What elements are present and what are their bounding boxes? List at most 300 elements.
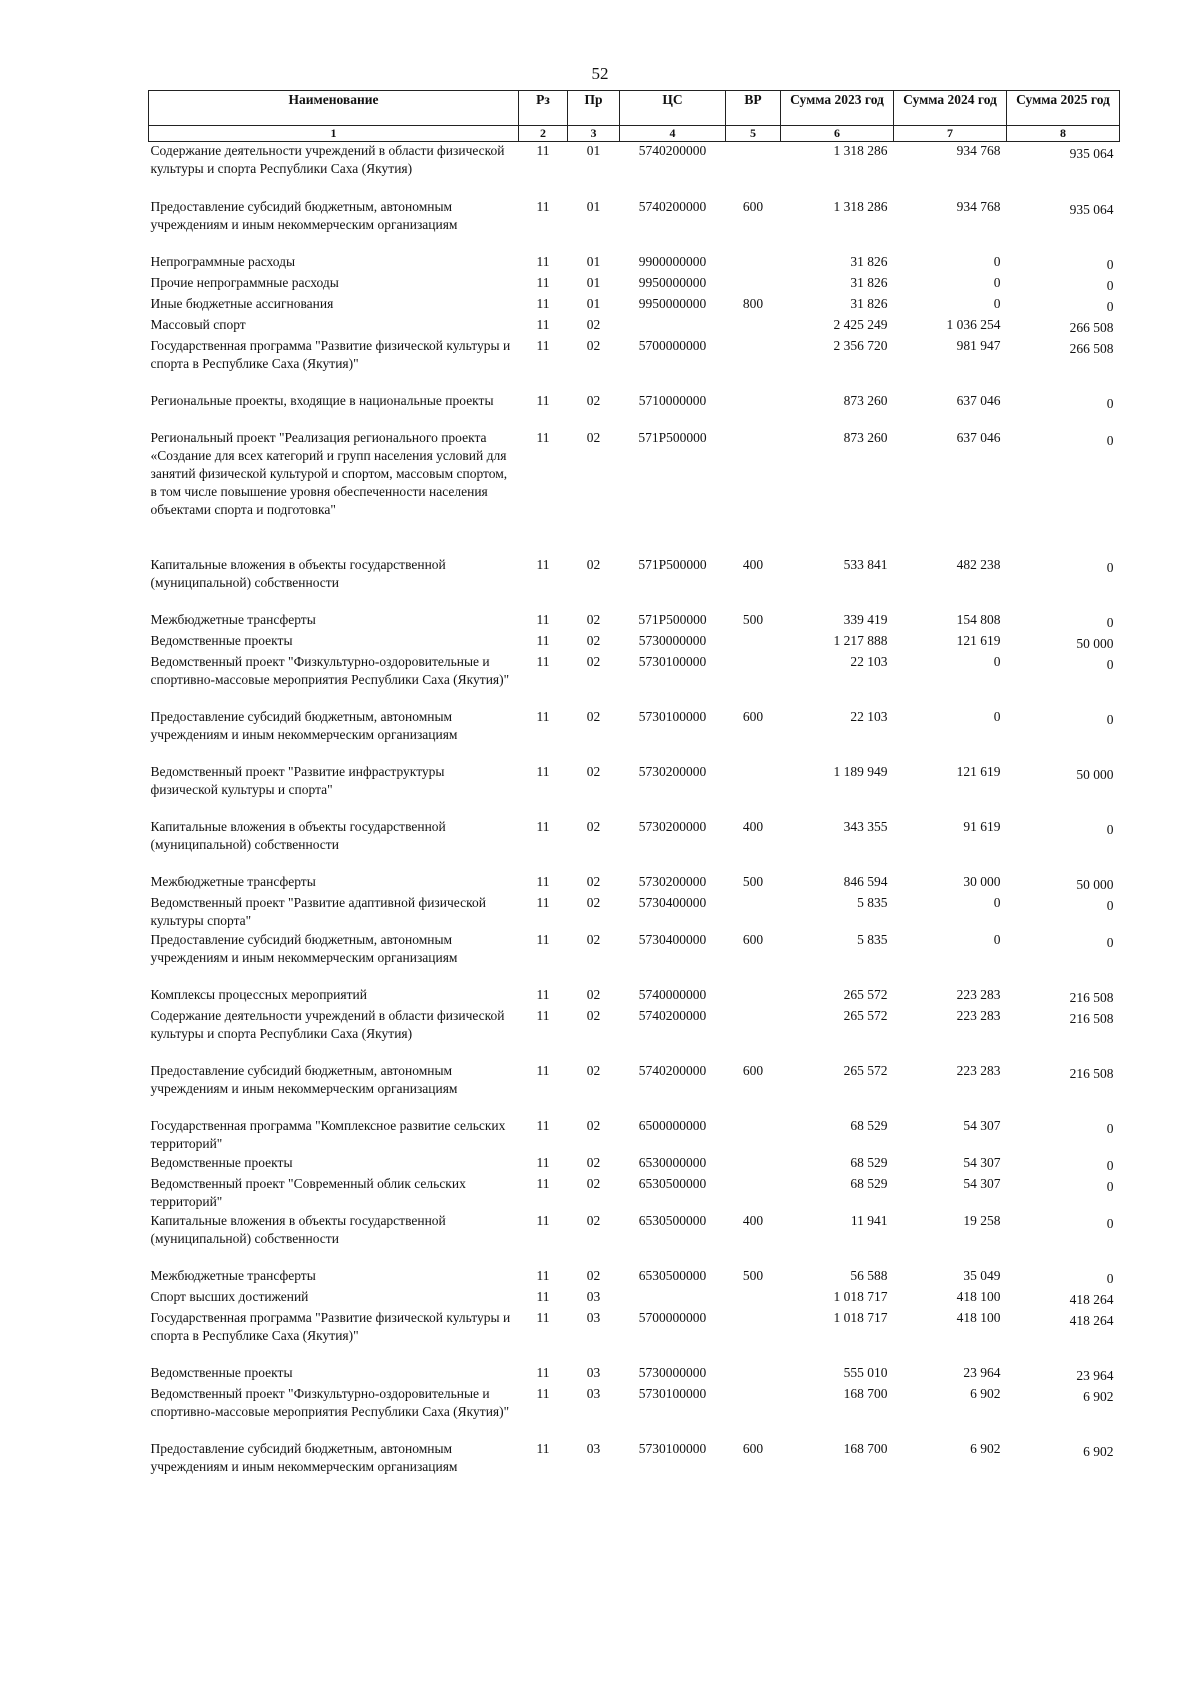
cell-cs: 5730000000 — [638, 632, 707, 648]
cell-sum-2024: 54 307 — [963, 1117, 1001, 1133]
cell-sum-2024: 19 258 — [963, 1212, 1001, 1228]
cell-name: Межбюджетные трансферты — [150, 1267, 316, 1283]
cell-sum-2024: 121 619 — [956, 763, 1001, 779]
cell-rz: 11 — [536, 708, 550, 724]
cell-sum-2023: 22 103 — [850, 708, 888, 724]
cell-cs: 5700000000 — [638, 1309, 707, 1325]
cell-pr: 02 — [586, 1117, 601, 1133]
cell-sum-2025: 0 — [1106, 1215, 1114, 1231]
cell-vr: 400 — [742, 556, 764, 572]
cell-sum-2023: 56 588 — [850, 1267, 888, 1283]
cell-vr — [726, 1309, 781, 1364]
cell-rz: 11 — [536, 1117, 550, 1133]
cell-sum-2025: 0 — [1106, 821, 1114, 837]
cell-cs — [620, 1288, 726, 1309]
table-row — [149, 931, 1120, 986]
cell-vr — [726, 763, 781, 818]
table-row — [149, 1288, 1120, 1309]
cell-cs: 6530000000 — [638, 1154, 707, 1170]
cell-vr — [726, 986, 781, 1007]
cell-cs: 5730400000 — [638, 894, 707, 910]
cell-sum-2024: 1 036 254 — [946, 316, 1001, 332]
cell-sum-2024: 637 046 — [956, 392, 1001, 408]
cell-pr: 02 — [586, 1175, 601, 1191]
cell-pr: 02 — [586, 894, 601, 910]
cell-vr — [726, 1117, 781, 1154]
cell-sum-2024: 0 — [993, 894, 1001, 910]
cell-sum-2023: 533 841 — [843, 556, 888, 572]
cell-name: Предоставление субсидий бюджетным, автономным учреждениям и иным некоммерческим организациям — [150, 1440, 458, 1474]
cell-name: Спорт высших достижений — [150, 1288, 309, 1304]
cell-name: Содержание деятельности учреждений в области физической культуры и спорта Республики Саха (Якутия) — [150, 1007, 505, 1041]
cell-pr: 02 — [586, 1154, 601, 1170]
cell-vr — [726, 653, 781, 708]
cell-pr: 02 — [586, 763, 601, 779]
cell-name: Ведомственный проект "Физкультурно-оздоровительные и спортивно-массовые мероприятия Республики Саха (Якутия)" — [150, 653, 510, 687]
cell-sum-2025: 50 000 — [1076, 876, 1114, 892]
cell-rz: 11 — [536, 763, 550, 779]
cell-pr: 02 — [586, 986, 601, 1002]
cell-name: Предоставление субсидий бюджетным, автономным учреждениям и иным некоммерческим организациям — [150, 198, 458, 232]
cell-sum-2023: 31 826 — [850, 253, 888, 269]
table-row — [149, 316, 1120, 337]
table-body — [149, 142, 1120, 1477]
cell-cs: 5740000000 — [638, 986, 707, 1002]
cell-rz: 11 — [536, 1288, 550, 1304]
cell-sum-2024: 6 902 — [970, 1385, 1001, 1401]
cell-name: Непрограммные расходы — [150, 253, 296, 269]
cell-sum-2025: 216 508 — [1069, 1065, 1114, 1081]
cell-sum-2023: 1 217 888 — [833, 632, 888, 648]
table-row — [149, 295, 1120, 316]
cell-pr: 01 — [586, 143, 601, 158]
table-row — [149, 1267, 1120, 1288]
cell-sum-2024: 54 307 — [963, 1154, 1001, 1170]
cell-name: Прочие непрограммные расходы — [150, 274, 339, 290]
cell-sum-2023: 1 018 717 — [833, 1288, 888, 1304]
cell-rz: 11 — [536, 894, 550, 910]
cell-sum-2023: 1 189 949 — [833, 763, 888, 779]
cell-sum-2025: 418 264 — [1069, 1291, 1114, 1307]
cell-rz: 11 — [536, 198, 550, 214]
cell-vr — [726, 894, 781, 931]
cell-sum-2024: 35 049 — [963, 1267, 1001, 1283]
cell-vr — [726, 142, 781, 198]
column-number: 1 — [149, 126, 519, 142]
table-row — [149, 611, 1120, 632]
cell-name: Капитальные вложения в объекты государственной (муниципальной) собственности — [150, 556, 446, 590]
page-number: 52 — [591, 64, 609, 83]
cell-pr: 02 — [586, 316, 601, 332]
cell-sum-2025: 0 — [1106, 656, 1114, 672]
cell-cs: 5740200000 — [638, 1062, 707, 1078]
cell-pr: 03 — [586, 1288, 601, 1304]
cell-cs: 571P500000 — [638, 556, 707, 572]
cell-name: Ведомственный проект "Развитие инфраструктуры физической культуры и спорта" — [150, 763, 445, 797]
cell-sum-2025: 6 902 — [1083, 1443, 1114, 1459]
cell-rz: 11 — [536, 1175, 550, 1191]
cell-sum-2025: 0 — [1106, 897, 1114, 913]
col-header-cs: ЦС — [620, 91, 726, 126]
cell-sum-2025: 6 902 — [1083, 1388, 1114, 1404]
cell-pr: 01 — [586, 253, 601, 269]
cell-sum-2024: 418 100 — [956, 1288, 1001, 1304]
cell-pr: 02 — [586, 818, 601, 834]
table-row — [149, 1117, 1120, 1154]
cell-vr — [726, 1007, 781, 1062]
cell-rz: 11 — [536, 1212, 550, 1228]
cell-sum-2023: 2 356 720 — [833, 337, 888, 353]
cell-cs: 6500000000 — [638, 1117, 707, 1133]
cell-sum-2025: 0 — [1106, 1120, 1114, 1136]
cell-vr: 400 — [742, 1212, 764, 1228]
cell-name: Ведомственные проекты — [150, 1154, 293, 1170]
cell-sum-2025: 0 — [1106, 614, 1114, 630]
cell-vr — [726, 632, 781, 653]
cell-cs: 5730200000 — [638, 818, 707, 834]
cell-rz: 11 — [536, 931, 550, 947]
cell-pr: 02 — [586, 611, 601, 627]
cell-sum-2025: 0 — [1106, 559, 1114, 575]
cell-sum-2025: 0 — [1106, 256, 1114, 272]
cell-sum-2024: 418 100 — [956, 1309, 1001, 1325]
cell-cs: 5730100000 — [638, 1385, 707, 1401]
table-row — [149, 142, 1120, 198]
column-number-row — [149, 126, 1120, 142]
cell-name: Ведомственный проект "Физкультурно-оздоровительные и спортивно-массовые мероприятия Республики Саха (Якутия)" — [150, 1385, 510, 1419]
table-row — [149, 1175, 1120, 1212]
table-row — [149, 1154, 1120, 1175]
cell-cs: 6530500000 — [638, 1212, 707, 1228]
cell-cs: 9900000000 — [638, 253, 707, 269]
cell-vr — [726, 392, 781, 429]
cell-rz: 11 — [536, 1007, 550, 1023]
table-row — [149, 1062, 1120, 1117]
cell-vr: 400 — [742, 818, 764, 834]
cell-sum-2024: 981 947 — [956, 337, 1001, 353]
cell-vr — [726, 337, 781, 392]
cell-name: Предоставление субсидий бюджетным, автономным учреждениям и иным некоммерческим организациям — [150, 1062, 458, 1096]
cell-sum-2024: 0 — [993, 931, 1001, 947]
cell-vr: 800 — [742, 295, 764, 311]
cell-vr: 600 — [742, 931, 764, 947]
table-row — [149, 873, 1120, 894]
cell-cs: 5730400000 — [638, 931, 707, 947]
cell-pr: 01 — [586, 295, 601, 311]
cell-vr: 600 — [742, 198, 764, 214]
cell-sum-2024: 23 964 — [963, 1364, 1001, 1380]
cell-cs: 5740200000 — [638, 1007, 707, 1023]
table-row — [149, 894, 1120, 931]
cell-sum-2023: 339 419 — [843, 611, 888, 627]
cell-rz: 11 — [536, 1385, 550, 1401]
cell-sum-2024: 121 619 — [956, 632, 1001, 648]
cell-cs: 5740200000 — [638, 143, 707, 158]
cell-sum-2024: 0 — [993, 653, 1001, 669]
table-row — [149, 274, 1120, 295]
cell-pr: 03 — [586, 1364, 601, 1380]
cell-pr: 02 — [586, 653, 601, 669]
cell-name: Иные бюджетные ассигнования — [150, 295, 334, 311]
cell-sum-2023: 1 018 717 — [833, 1309, 888, 1325]
cell-sum-2024: 30 000 — [963, 873, 1001, 889]
cell-pr: 02 — [586, 632, 601, 648]
cell-name: Предоставление субсидий бюджетным, автономным учреждениям и иным некоммерческим организациям — [150, 708, 458, 742]
cell-vr — [726, 1154, 781, 1175]
cell-rz: 11 — [536, 632, 550, 648]
cell-name: Межбюджетные трансферты — [150, 873, 316, 889]
cell-pr: 02 — [586, 931, 601, 947]
cell-rz: 11 — [536, 429, 550, 445]
cell-cs: 571P500000 — [638, 611, 707, 627]
cell-vr — [726, 1385, 781, 1440]
table-row — [149, 1212, 1120, 1267]
cell-sum-2025: 0 — [1106, 1157, 1114, 1173]
budget-table — [148, 90, 1120, 1477]
cell-sum-2025: 216 508 — [1069, 989, 1114, 1005]
cell-pr: 02 — [586, 556, 601, 572]
cell-cs: 571P500000 — [638, 429, 707, 445]
cell-vr — [726, 253, 781, 274]
cell-name: Государственная программа "Развитие физической культуры и спорта в Республике Саха (Якутия)" — [150, 1309, 511, 1343]
cell-name: Региональные проекты, входящие в национальные проекты — [150, 392, 494, 408]
col-header-sum-2024: Сумма 2024 год — [894, 91, 1007, 126]
cell-sum-2023: 343 355 — [843, 818, 888, 834]
cell-rz: 11 — [536, 392, 550, 408]
table-row — [149, 818, 1120, 873]
cell-name: Массовый спорт — [150, 316, 246, 332]
cell-sum-2023: 68 529 — [850, 1117, 888, 1133]
cell-vr — [726, 316, 781, 337]
cell-sum-2023: 1 318 286 — [833, 198, 888, 214]
table-row — [149, 763, 1120, 818]
table-row — [149, 337, 1120, 392]
cell-vr: 500 — [742, 873, 764, 889]
cell-sum-2025: 0 — [1106, 298, 1114, 314]
cell-sum-2023: 846 594 — [843, 873, 888, 889]
cell-vr — [726, 274, 781, 295]
column-number: 8 — [1007, 126, 1120, 142]
table-row — [149, 986, 1120, 1007]
column-number: 5 — [726, 126, 781, 142]
cell-sum-2024: 0 — [993, 253, 1001, 269]
cell-sum-2023: 265 572 — [843, 1007, 888, 1023]
cell-cs: 5740200000 — [638, 198, 707, 214]
cell-pr: 01 — [586, 274, 601, 290]
cell-rz: 11 — [536, 653, 550, 669]
cell-rz: 11 — [536, 316, 550, 332]
cell-sum-2023: 873 260 — [843, 429, 888, 445]
cell-name: Ведомственные проекты — [150, 1364, 293, 1380]
cell-rz: 11 — [536, 873, 550, 889]
cell-name: Содержание деятельности учреждений в области физической культуры и спорта Республики Саха (Якутия) — [150, 143, 505, 176]
cell-cs: 5700000000 — [638, 337, 707, 353]
cell-pr: 02 — [586, 1062, 601, 1078]
cell-sum-2025: 0 — [1106, 711, 1114, 727]
cell-sum-2025: 23 964 — [1076, 1367, 1114, 1383]
table-row — [149, 1385, 1120, 1440]
table-row — [149, 1007, 1120, 1062]
cell-sum-2024: 0 — [993, 274, 1001, 290]
cell-sum-2024: 637 046 — [956, 429, 1001, 445]
cell-vr: 600 — [742, 1440, 764, 1456]
cell-sum-2024: 934 768 — [956, 198, 1001, 214]
cell-sum-2023: 2 425 249 — [833, 316, 888, 332]
cell-pr: 03 — [586, 1440, 601, 1456]
cell-sum-2025: 0 — [1106, 1270, 1114, 1286]
cell-rz: 11 — [536, 818, 550, 834]
cell-sum-2023: 11 941 — [850, 1212, 888, 1228]
cell-pr: 02 — [586, 337, 601, 353]
cell-rz: 11 — [536, 274, 550, 290]
cell-rz: 11 — [536, 1267, 550, 1283]
cell-pr: 02 — [586, 1007, 601, 1023]
cell-name: Региональный проект "Реализация регионального проекта «Создание для всех категорий и групп населения условий для занятий физической культурой и спортом, массовым спортом, в том числе повышение уровня обеспеченности населения объектами спорта и подготовка" — [150, 429, 508, 517]
column-number: 4 — [620, 126, 726, 142]
cell-sum-2024: 223 283 — [956, 1007, 1001, 1023]
cell-rz: 11 — [536, 1440, 550, 1456]
cell-rz: 11 — [536, 986, 550, 1002]
cell-sum-2025: 0 — [1106, 277, 1114, 293]
cell-name: Ведомственный проект "Современный облик сельских территорий" — [150, 1175, 466, 1209]
cell-name: Государственная программа "Развитие физической культуры и спорта в Республике Саха (Якутия)" — [150, 337, 511, 371]
cell-sum-2023: 873 260 — [843, 392, 888, 408]
cell-pr: 02 — [586, 392, 601, 408]
cell-vr — [726, 1288, 781, 1309]
cell-sum-2023: 5 835 — [857, 894, 888, 910]
cell-sum-2023: 265 572 — [843, 1062, 888, 1078]
cell-sum-2025: 935 064 — [1069, 146, 1114, 161]
cell-sum-2024: 91 619 — [963, 818, 1001, 834]
cell-name: Предоставление субсидий бюджетным, автономным учреждениям и иным некоммерческим организациям — [150, 931, 458, 965]
col-header-rz: Рз — [519, 91, 568, 126]
table-row — [149, 1440, 1120, 1477]
cell-sum-2024: 154 808 — [956, 611, 1001, 627]
table-row — [149, 556, 1120, 611]
cell-sum-2025: 266 508 — [1069, 340, 1114, 356]
cell-sum-2023: 22 103 — [850, 653, 888, 669]
cell-name: Капитальные вложения в объекты государственной (муниципальной) собственности — [150, 818, 446, 852]
cell-cs: 5730100000 — [638, 708, 707, 724]
cell-cs: 6530500000 — [638, 1267, 707, 1283]
cell-sum-2023: 168 700 — [843, 1440, 888, 1456]
column-number: 7 — [894, 126, 1007, 142]
cell-pr: 03 — [586, 1385, 601, 1401]
cell-pr: 02 — [586, 1212, 601, 1228]
cell-name: Межбюджетные трансферты — [150, 611, 316, 627]
cell-cs: 9950000000 — [638, 274, 707, 290]
cell-sum-2024: 0 — [993, 708, 1001, 724]
col-header-sum-2023: Сумма 2023 год — [781, 91, 894, 126]
cell-sum-2025: 216 508 — [1069, 1010, 1114, 1026]
cell-sum-2024: 223 283 — [956, 986, 1001, 1002]
cell-cs: 5730200000 — [638, 873, 707, 889]
cell-name: Комплексы процессных мероприятий — [150, 986, 367, 1002]
cell-pr: 02 — [586, 1267, 601, 1283]
cell-cs: 5730100000 — [638, 1440, 707, 1456]
cell-pr: 02 — [586, 708, 601, 724]
cell-vr: 600 — [742, 1062, 764, 1078]
cell-rz: 11 — [536, 1062, 550, 1078]
cell-sum-2024: 934 768 — [956, 143, 1001, 158]
cell-sum-2025: 0 — [1106, 1178, 1114, 1194]
cell-name: Государственная программа "Комплексное развитие сельских территорий" — [150, 1117, 506, 1151]
table-row — [149, 632, 1120, 653]
cell-sum-2023: 555 010 — [843, 1364, 888, 1380]
table-row — [149, 253, 1120, 274]
column-number: 6 — [781, 126, 894, 142]
cell-vr: 500 — [742, 1267, 764, 1283]
cell-vr — [726, 1175, 781, 1212]
cell-rz: 11 — [536, 556, 550, 572]
cell-rz: 11 — [536, 1154, 550, 1170]
cell-sum-2023: 168 700 — [843, 1385, 888, 1401]
cell-pr: 03 — [586, 1309, 601, 1325]
cell-name: Капитальные вложения в объекты государственной (муниципальной) собственности — [150, 1212, 446, 1246]
cell-sum-2023: 31 826 — [850, 274, 888, 290]
cell-sum-2024: 6 902 — [970, 1440, 1001, 1456]
table-row — [149, 429, 1120, 556]
cell-sum-2023: 68 529 — [850, 1154, 888, 1170]
cell-sum-2024: 223 283 — [956, 1062, 1001, 1078]
cell-vr: 600 — [742, 708, 764, 724]
cell-cs — [620, 316, 726, 337]
table-row — [149, 1309, 1120, 1364]
cell-sum-2025: 50 000 — [1076, 766, 1114, 782]
cell-rz: 11 — [536, 337, 550, 353]
col-header-name: Наименование — [149, 91, 519, 126]
cell-rz: 11 — [536, 295, 550, 311]
cell-rz: 11 — [536, 611, 550, 627]
cell-cs: 5730200000 — [638, 763, 707, 779]
cell-sum-2025: 418 264 — [1069, 1312, 1114, 1328]
cell-vr — [726, 1364, 781, 1385]
cell-sum-2025: 0 — [1106, 395, 1114, 411]
table-row — [149, 1364, 1120, 1385]
cell-sum-2025: 50 000 — [1076, 635, 1114, 651]
cell-pr: 02 — [586, 429, 601, 445]
cell-cs: 9950000000 — [638, 295, 707, 311]
table-row — [149, 708, 1120, 763]
col-header-pr: Пр — [568, 91, 620, 126]
cell-cs: 5730100000 — [638, 653, 707, 669]
table-row — [149, 653, 1120, 708]
cell-cs: 5730000000 — [638, 1364, 707, 1380]
column-number: 3 — [568, 126, 620, 142]
cell-name: Ведомственный проект "Развитие адаптивной физической культуры спорта" — [150, 894, 486, 928]
cell-pr: 01 — [586, 198, 601, 214]
cell-sum-2023: 68 529 — [850, 1175, 888, 1191]
cell-rz: 11 — [536, 253, 550, 269]
cell-sum-2023: 265 572 — [843, 986, 888, 1002]
cell-rz: 11 — [536, 1364, 550, 1380]
cell-cs: 5710000000 — [638, 392, 707, 408]
cell-sum-2024: 54 307 — [963, 1175, 1001, 1191]
cell-sum-2025: 0 — [1106, 934, 1114, 950]
cell-rz: 11 — [536, 1309, 550, 1325]
table-header-row — [149, 91, 1120, 126]
col-header-sum-2025: Сумма 2025 год — [1007, 91, 1120, 126]
table-row — [149, 392, 1120, 429]
cell-cs: 6530500000 — [638, 1175, 707, 1191]
cell-sum-2025: 935 064 — [1069, 201, 1114, 217]
cell-sum-2024: 0 — [993, 295, 1001, 311]
column-number: 2 — [519, 126, 568, 142]
col-header-vr: ВР — [726, 91, 781, 126]
cell-sum-2023: 1 318 286 — [833, 143, 888, 158]
cell-sum-2023: 31 826 — [850, 295, 888, 311]
cell-vr: 500 — [742, 611, 764, 627]
